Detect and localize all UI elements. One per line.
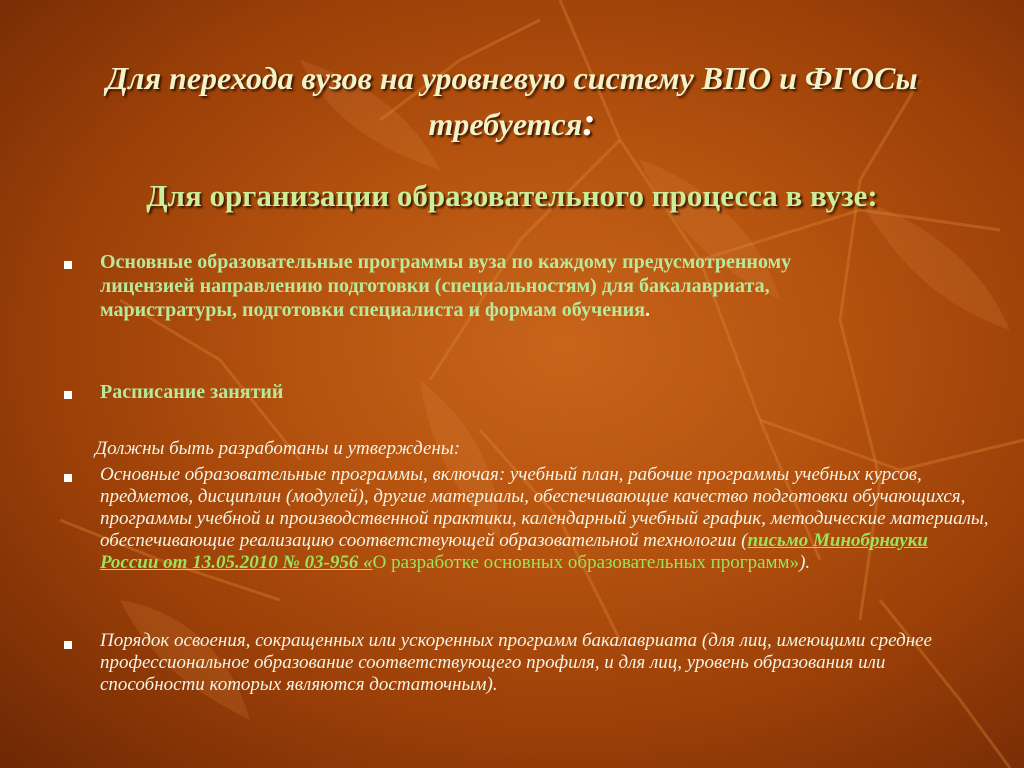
list-item-period: .	[645, 299, 651, 321]
list-item: Расписание занятий	[100, 381, 284, 403]
title-line-2	[40, 100, 984, 146]
intro-text: Должны быть разработаны и утверждены:	[95, 438, 461, 459]
bullet-marker	[64, 261, 72, 269]
detail-item-close: ).	[799, 552, 811, 573]
title-line-1: Для перехода вузов на уровневую систему ВПО и ФГОСы	[106, 60, 918, 96]
slide-title	[40, 56, 984, 146]
letter-title-link[interactable]: О разработке основных образовательных программ»	[372, 552, 800, 573]
bullet-marker	[64, 391, 72, 399]
detail-item-text: Основные образовательные программы, включая: учебный план, рабочие программы учебных курсов, предметов, дисциплин (модулей), другие материалы, обеспечивающие качество подготовки обучающихся, программы учебной и производственной практики, календарный учебный график, методические материалы, обеспечивающие реализацию соответствующей образовательной технологии (	[100, 464, 989, 551]
letter-number-link[interactable]: № 03-956 «	[277, 552, 373, 573]
detail-item	[100, 464, 990, 574]
title-line-2-text: требуется	[428, 106, 583, 142]
detail-item: Порядок освоения, сокращенных или ускоренных программ бакалавриата (для лиц, имеющими среднее профессиональное образование соответствующего профиля, и для лиц, уровень образования или способности которых являются достаточным).	[100, 630, 932, 695]
title-colon: :	[582, 99, 596, 144]
bullet-marker	[64, 641, 72, 649]
list-item	[100, 250, 870, 322]
list-item-text: Основные образовательные программы вуза по каждому предусмотренному лицензией направлению подготовки (специальностям) для бакалавриата, маристратуры, подготовки специалиста и формам обучения	[100, 251, 792, 321]
letter-link[interactable]: письмо Минобрнауки России от 13.05.2010	[100, 530, 928, 573]
bullet-marker	[64, 474, 72, 482]
slide-subtitle: Для организации образовательного процесса в вузе:	[146, 178, 878, 213]
